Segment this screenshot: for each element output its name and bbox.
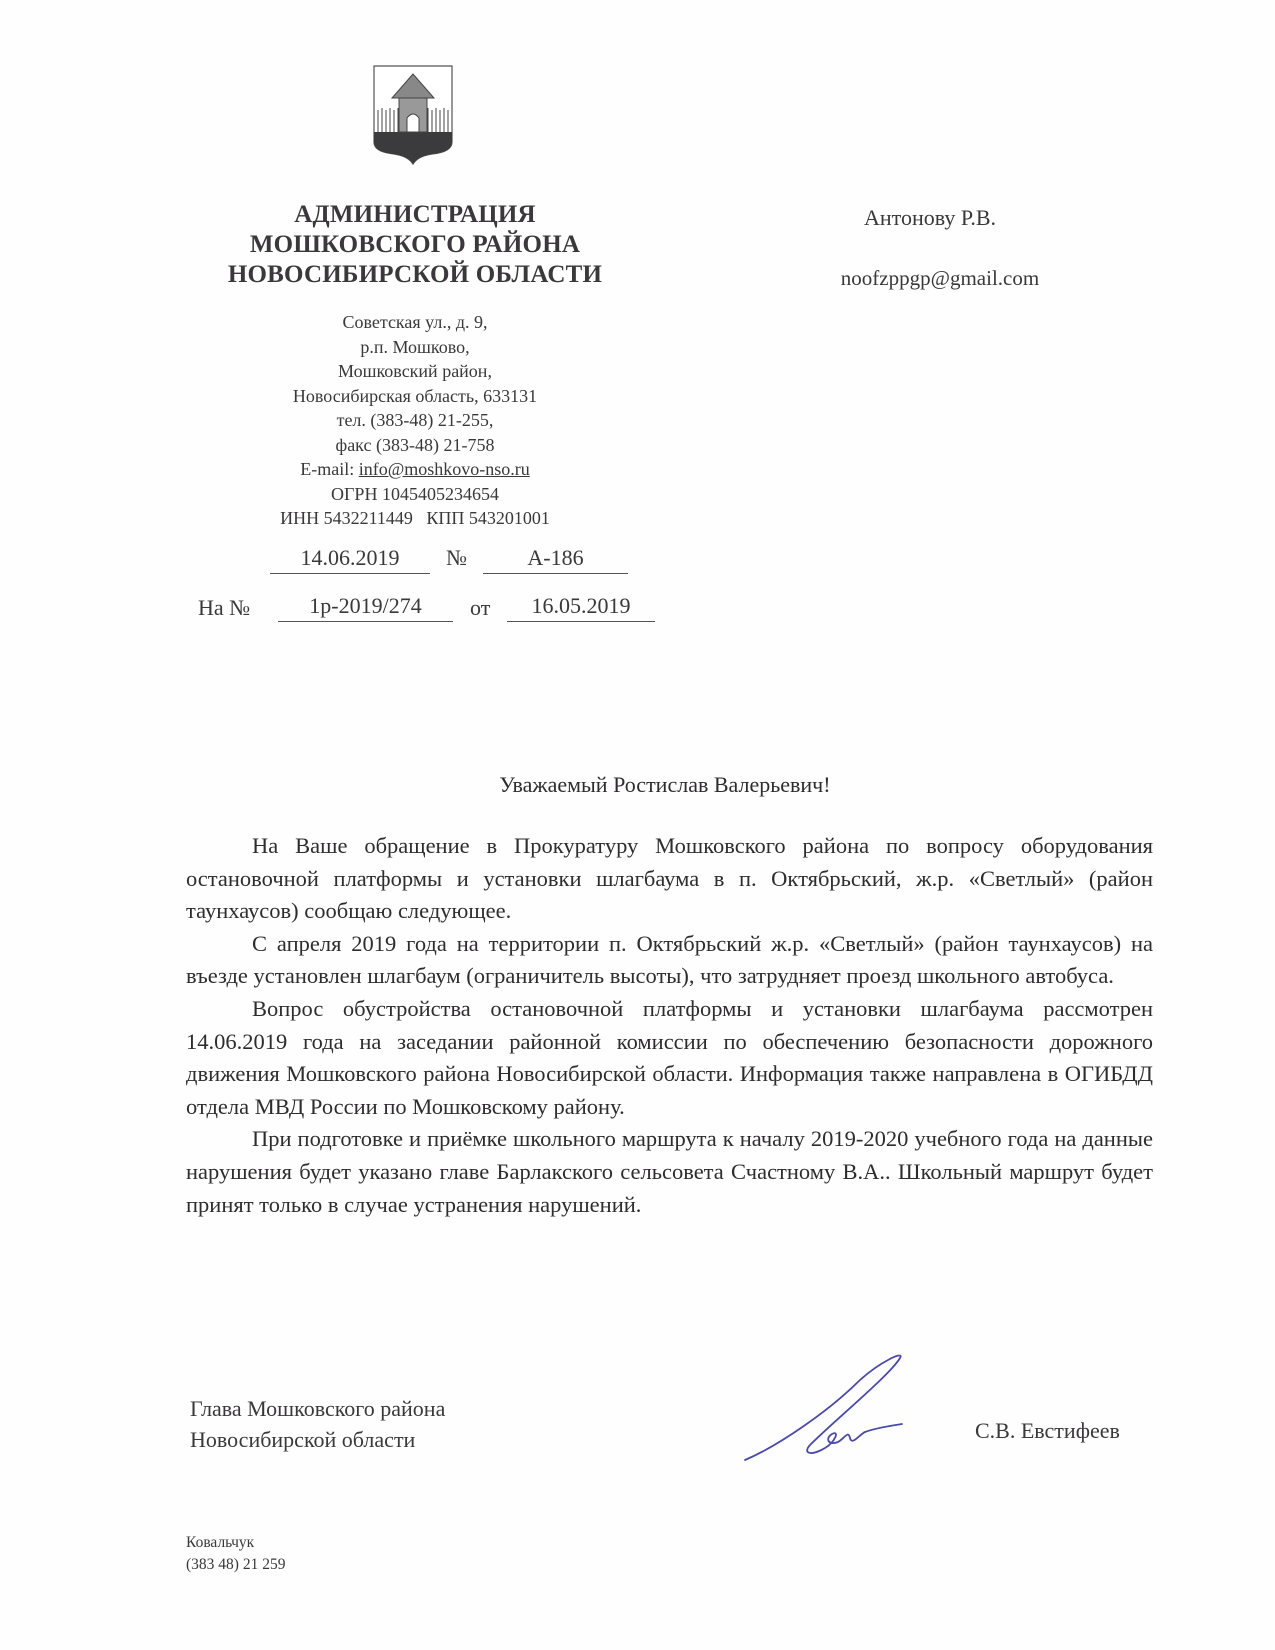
body-paragraph: Вопрос обустройства остановочной платформы и установки шлагбаума рассмотрен 14.06.2019 года на заседании районной комиссии по обеспечению безопасности дорожного движения Мошковского района Новосибирской области. Информация также направлена в ОГИБДД отдела МВД России по Мошковскому району.: [186, 995, 1153, 1119]
org-line: МОШКОВСКОГО РАЙОНА: [249, 231, 581, 258]
body-paragraph: С апреля 2019 года на территории п. Октябрьский ж.р. «Светлый» (район таунхаусов) на въезде установлен шлагбаум (ограничитель высоты), что затрудняет проезд школьного автобуса.: [186, 930, 1153, 989]
address-block: [240, 310, 590, 531]
email-label: E-mail:: [300, 459, 359, 479]
outgoing-date: 14.06.2019: [270, 545, 430, 574]
greeting: Уважаемый Ростислав Валерьевич!: [499, 772, 831, 797]
executor-name: Ковальчук: [186, 1534, 255, 1551]
signatory-position: [190, 1393, 445, 1455]
address-line: Советская ул., д. 9,: [342, 312, 488, 332]
body-paragraph: При подготовке и приёмке школьного маршрута к началу 2019-2020 учебного года на данные нарушения будет указано главе Барлакского сельсовета Счастному В.А.. Школьный маршрут будет принят только в случае устранения нарушений.: [186, 1126, 1153, 1217]
reply-to-number: 1р-2019/274: [278, 593, 453, 622]
fax-line: факс (383-48) 21-758: [335, 434, 495, 455]
reply-to-label: На №: [198, 595, 251, 620]
outgoing-number: А-186: [483, 545, 628, 574]
email-link[interactable]: info@moshkovo-nso.ru: [358, 459, 530, 479]
email-line: [240, 457, 590, 482]
org-line: НОВОСИБИРСКОЙ ОБЛАСТИ: [227, 261, 603, 288]
address-line: р.п. Мошково,: [360, 336, 470, 357]
recipient-name: Антонову Р.В.: [863, 205, 997, 230]
ogrn-line: ОГРН 1045405234654: [331, 483, 499, 504]
executor-phone: (383 48) 21 259: [186, 1556, 286, 1573]
body-paragraph: На Ваше обращение в Прокуратуру Мошковского района по вопросу оборудования остановочной платформы и установки шлагбаума в п. Октябрьский, ж.р. «Светлый» (район таунхаусов) сообщаю следующее.: [186, 833, 1153, 924]
letter-body: [186, 830, 1153, 1221]
number-label: №: [446, 545, 467, 570]
executor-block: [186, 1532, 285, 1576]
handwritten-signature-icon: [740, 1350, 940, 1470]
inn-kpp-line: ИНН 5432211449 КПП 543201001: [280, 508, 550, 528]
address-line: Новосибирская область, 633131: [292, 385, 538, 406]
address-line: Мошковский район,: [338, 361, 492, 381]
position-line: Новосибирской области: [190, 1427, 416, 1452]
phone-line: тел. (383-48) 21-255,: [336, 410, 494, 430]
reply-to-date: 16.05.2019: [507, 593, 655, 622]
from-label: от: [470, 595, 491, 620]
org-line: АДМИНИСТРАЦИЯ: [294, 201, 536, 228]
coat-of-arms-icon: [372, 64, 454, 166]
organization-name: [205, 200, 625, 290]
recipient-email: noofzppgp@gmail.com: [840, 266, 1040, 290]
position-line: Глава Мошковского района: [190, 1396, 446, 1421]
signatory-name: С.В. Евстифеев: [975, 1418, 1120, 1443]
